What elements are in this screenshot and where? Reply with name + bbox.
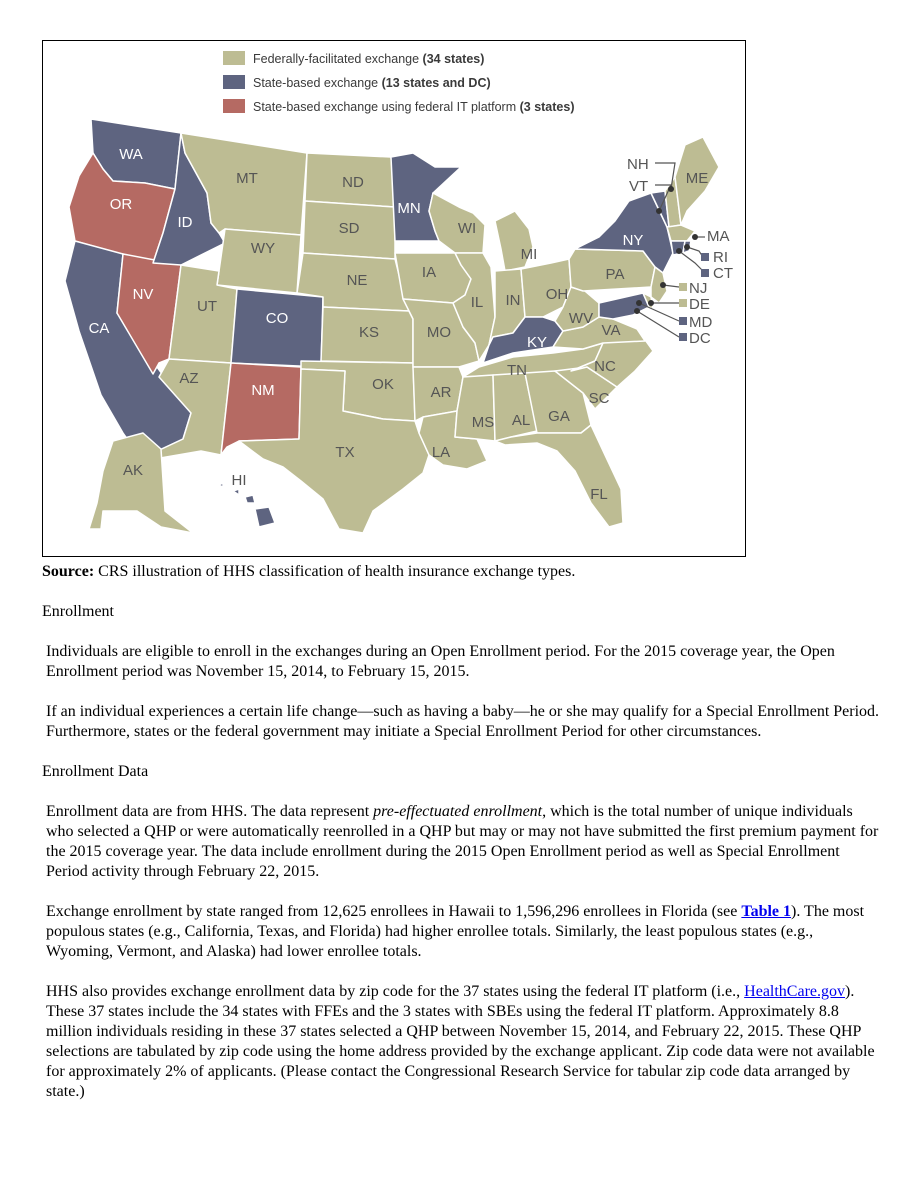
label-il: IL xyxy=(470,294,484,311)
term-pre-effectuated: pre-effectuated enrollment xyxy=(373,803,543,820)
swatch-ct xyxy=(701,269,709,277)
state-hi-island-4 xyxy=(255,507,275,527)
paragraph-zip-data: HHS also provides exchange enrollment data by zip code for the 37 states using the federal IT platform (i.e., HealthCare.gov). These 37 states include the 34 states with FFEs and the 3 states with SBEs using the federal IT platform. Approximately 8.8 million individuals residing in these 37 states selected a QHP between November 15, 2014, and February 22, 2015. These QHP selections are tabulated by zip code using the home address provided by the exchange applicant. Zip code data were not available for approximately 2% of applicants. (Please contact the Congressional Research Service for tabular zip code data arranged by state.) xyxy=(46,983,875,1100)
state-hi-island-1 xyxy=(219,483,223,487)
label-or: OR xyxy=(109,196,133,213)
dot-de xyxy=(648,300,654,306)
state-co xyxy=(231,289,323,367)
callout-nh: NH xyxy=(627,156,649,173)
paragraph-special-enrollment: If an individual experiences a certain life change—such as having a baby—he or she may qualify for a Special Enrollment Period. Furthermore, states or the federal government may initiate a Special Enrollment Period for other circumstances. xyxy=(46,703,880,740)
label-mi: MI xyxy=(520,246,538,263)
callout-md: MD xyxy=(689,314,713,331)
callout-dc: DC xyxy=(689,330,711,347)
swatch-de xyxy=(679,299,687,307)
heading-enrollment-data: Enrollment Data xyxy=(42,763,149,780)
state-ma xyxy=(667,225,695,241)
label-wi: WI xyxy=(457,220,477,237)
label-ne: NE xyxy=(346,272,368,289)
callout-ma: MA xyxy=(707,228,730,245)
dot-ct xyxy=(676,248,682,254)
label-nd: ND xyxy=(342,174,364,191)
heading-enrollment: Enrollment xyxy=(42,603,114,620)
label-mo: MO xyxy=(426,324,452,341)
callout-nj: NJ xyxy=(689,280,708,297)
callout-ct: CT xyxy=(713,265,733,282)
label-ks: KS xyxy=(358,324,380,341)
table-1-link[interactable]: Table 1 xyxy=(741,903,792,920)
legend-swatch-ffe xyxy=(223,51,245,65)
label-in: IN xyxy=(505,292,521,309)
swatch-dc xyxy=(679,333,687,341)
state-fl xyxy=(495,425,623,527)
label-la: LA xyxy=(431,444,451,461)
swatch-md xyxy=(679,317,687,325)
dot-ri xyxy=(684,244,690,250)
label-nv: NV xyxy=(132,286,154,303)
label-wv: WV xyxy=(568,310,594,327)
dot-dc xyxy=(634,308,640,314)
healthcare-gov-link[interactable]: HealthCare.gov xyxy=(744,983,846,1000)
legend-item-sbe-fed: State-based exchange using federal IT platform (3 states) xyxy=(253,100,575,114)
callout-vt: VT xyxy=(629,178,649,195)
label-ky: KY xyxy=(526,334,548,351)
label-fl: FL xyxy=(590,486,608,503)
dot-md xyxy=(636,300,642,306)
label-me: ME xyxy=(685,170,709,187)
dot-nh xyxy=(668,186,674,192)
swatch-nj xyxy=(679,283,687,291)
paragraph-open-enrollment: Individuals are eligible to enroll in the exchanges during an Open Enrollment period. For the 2015 coverage year, the Open Enrollment period was November 15, 2014, to February 15, 2015. xyxy=(46,643,835,680)
swatch-ri xyxy=(701,253,709,261)
label-hi: HI xyxy=(231,472,247,489)
state-md xyxy=(599,293,649,319)
source-label: Source: xyxy=(42,563,95,580)
label-wy: WY xyxy=(250,240,276,257)
paragraph-enrollment-range: Exchange enrollment by state ranged from 12,625 enrollees in Hawaii to 1,596,296 enrollees in Florida (see Table 1). The most populous states (e.g., California, Texas, and Florida) had higher enrollee totals. Similarly, the least populous states (e.g., Wyoming, Vermont, and Alaska) had lower enrollee totals. xyxy=(46,903,865,960)
label-pa: PA xyxy=(605,266,625,283)
legend-item-sbe: State-based exchange (13 states and DC) xyxy=(253,76,491,90)
label-ca: CA xyxy=(88,320,110,337)
label-ny: NY xyxy=(622,232,644,249)
us-map xyxy=(43,41,746,557)
callout-ri: RI xyxy=(713,249,728,266)
legend-item-ffe: Federally-facilitated exchange (34 states) xyxy=(253,52,485,66)
label-ia: IA xyxy=(421,264,437,281)
callout-de: DE xyxy=(689,296,710,313)
legend-swatch-sbe-fed xyxy=(223,99,245,113)
label-tx: TX xyxy=(335,444,355,461)
map-legend xyxy=(223,51,575,114)
dot-nj xyxy=(660,282,666,288)
label-az: AZ xyxy=(179,370,199,387)
label-nm: NM xyxy=(251,382,275,399)
exchange-map-figure xyxy=(42,40,746,557)
label-ga: GA xyxy=(548,408,570,425)
label-oh: OH xyxy=(545,286,569,303)
label-ak: AK xyxy=(122,462,144,479)
dot-vt xyxy=(656,208,662,214)
label-co: CO xyxy=(265,310,289,327)
state-wy xyxy=(217,229,301,293)
label-mt: MT xyxy=(236,170,258,187)
source-text: CRS illustration of HHS classification of health insurance exchange types. xyxy=(94,563,576,580)
label-ut: UT xyxy=(197,298,217,315)
label-ms: MS xyxy=(471,414,495,431)
state-hi-island-3 xyxy=(245,495,255,503)
label-al: AL xyxy=(511,412,531,429)
label-ar: AR xyxy=(430,384,452,401)
label-wa: WA xyxy=(119,146,143,163)
label-mn: MN xyxy=(397,200,421,217)
label-tn: TN xyxy=(507,362,527,379)
state-hi-island-2 xyxy=(233,489,239,495)
figure-source xyxy=(42,562,882,582)
dot-ma xyxy=(692,234,698,240)
label-id: ID xyxy=(177,214,193,231)
label-sd: SD xyxy=(338,220,360,237)
document-body xyxy=(42,562,882,1122)
label-va: VA xyxy=(601,322,621,339)
label-ok: OK xyxy=(372,376,394,393)
legend-swatch-sbe xyxy=(223,75,245,89)
label-sc: SC xyxy=(588,390,610,407)
state-ms xyxy=(455,375,495,441)
paragraph-enrollment-data: Enrollment data are from HHS. The data represent pre-effectuated enrollment, which is the total number of unique individuals who selected a QHP or were automatically reenrolled in a QHP but may or may not have submitted the first premium payment for the 2015 coverage year. The data include enrollment during the 2015 Open Enrollment period as well as Special Enrollment Period activity through February 22, 2015. xyxy=(46,803,879,880)
label-nc: NC xyxy=(594,358,616,375)
